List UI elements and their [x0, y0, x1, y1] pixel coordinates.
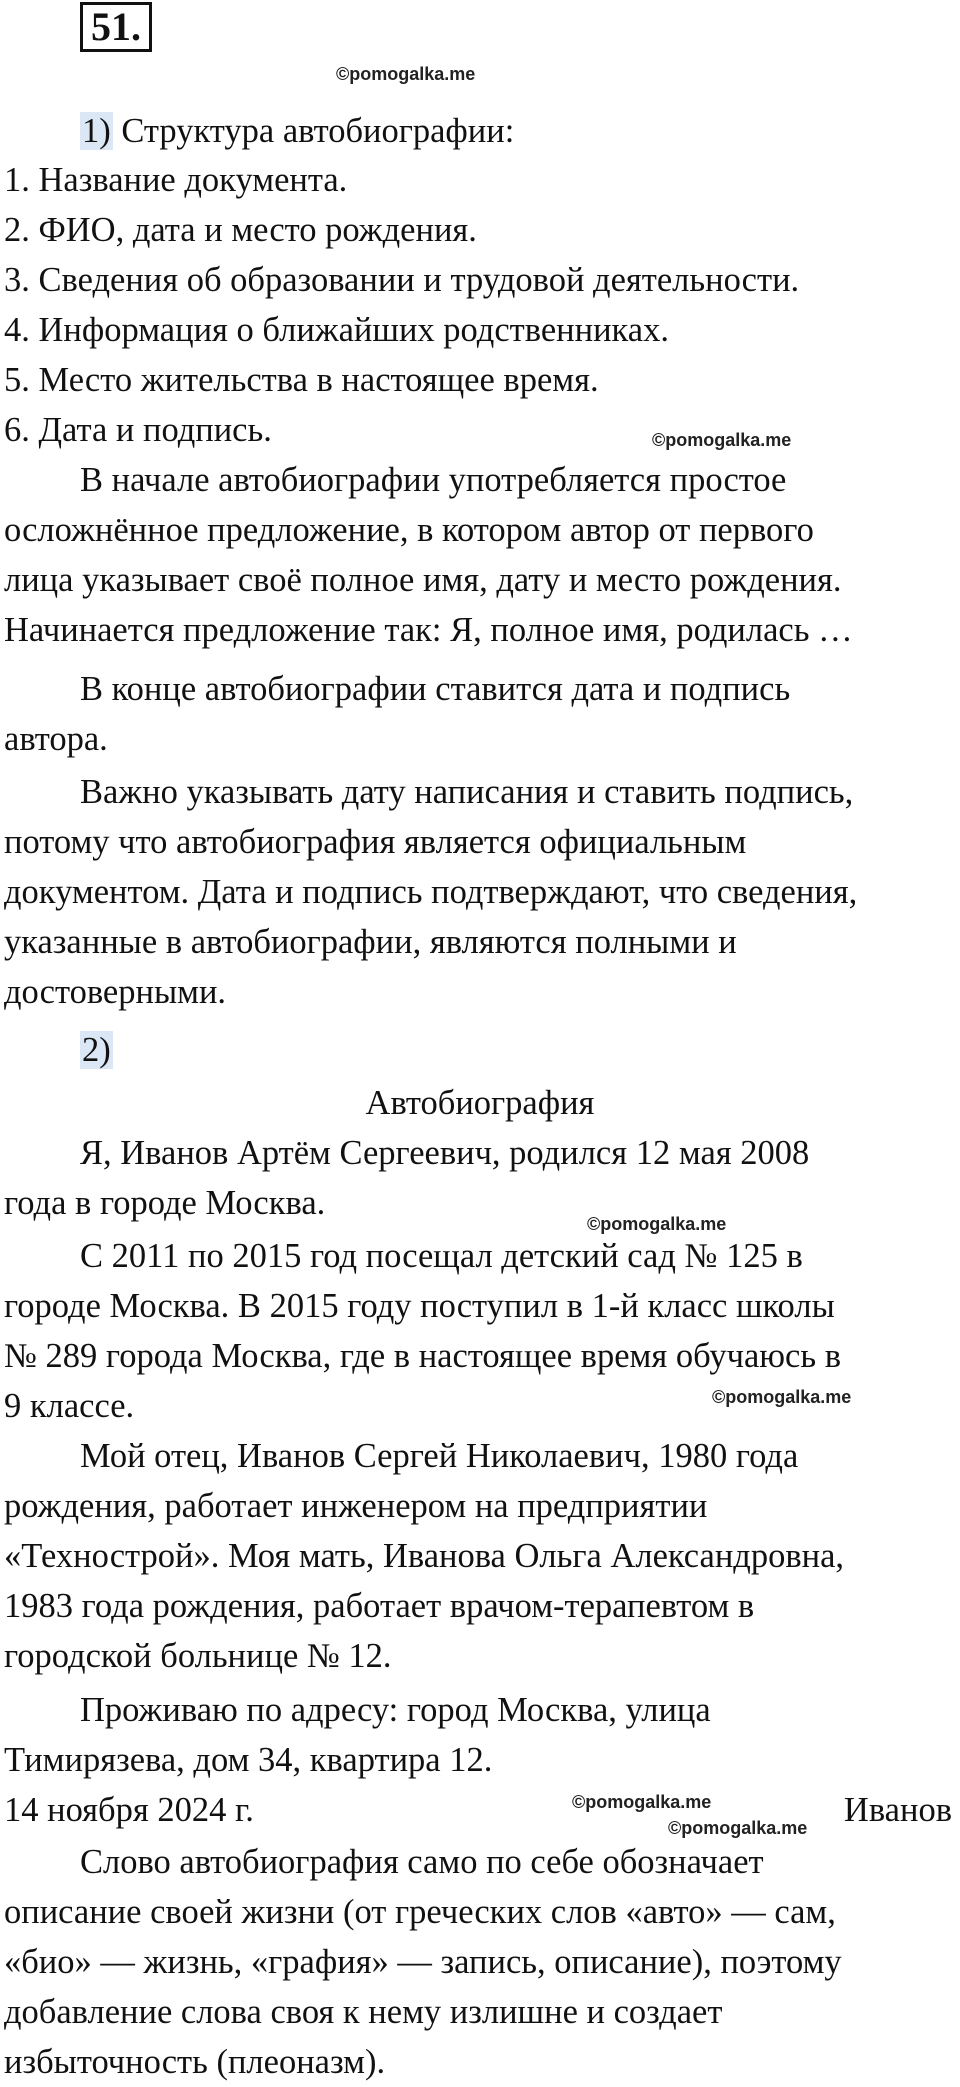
document-date: 14 ноября 2024 г.: [4, 1791, 254, 1829]
doc-title: Автобиография: [365, 1084, 595, 1122]
paragraph-line: 1983 года рождения, работает врачом-терапевтом в: [4, 1587, 755, 1625]
paragraph-line: автора.: [4, 720, 108, 758]
paragraph-line: «Технострой». Моя мать, Иванова Ольга Александровна,: [4, 1537, 845, 1575]
list-item: 3. Сведения об образовании и трудовой деятельности.: [4, 261, 800, 299]
watermark: ©pomogalka.me: [652, 430, 792, 450]
paragraph-line: № 289 города Москва, где в настоящее время обучаюсь в: [4, 1337, 841, 1375]
paragraph-line: «био» — жизнь, «графия» — запись, описание), поэтому: [4, 1943, 842, 1981]
paragraph-line: осложнённое предложение, в котором автор от первого: [4, 511, 814, 549]
watermark: ©pomogalka.me: [572, 1792, 712, 1812]
paragraph-line: лица указывает своё полное имя, дату и место рождения.: [4, 561, 842, 599]
paragraph-line: Начинается предложение так: Я, полное имя, родилась …: [4, 611, 853, 649]
part2-label: 2): [82, 1031, 111, 1069]
paragraph-line: Я, Иванов Артём Сергеевич, родился 12 мая 2008: [80, 1134, 810, 1172]
list-item: 4. Информация о ближайших родственниках.: [4, 311, 669, 349]
paragraph-line: избыточность (плеоназм).: [4, 2043, 386, 2081]
paragraph-line: В конце автобиографии ставится дата и подпись: [80, 670, 791, 708]
signature: Иванов: [843, 1791, 952, 1829]
paragraph-line: 9 классе.: [4, 1387, 135, 1425]
part1-title: Структура автобиографии:: [121, 112, 515, 150]
paragraph-line: В начале автобиографии употребляется простое: [80, 461, 787, 499]
paragraph-line: указанные в автобиографии, являются полными и: [4, 923, 737, 961]
paragraph-line: Слово автобиография само по себе обозначает: [80, 1843, 764, 1881]
paragraph-line: городе Москва. В 2015 году поступил в 1-й класс школы: [4, 1287, 835, 1325]
paragraph-line: городской больнице № 12.: [4, 1637, 392, 1675]
task-number-badge: 51.: [80, 2, 152, 52]
paragraph-line: достоверными.: [4, 973, 227, 1011]
watermark: ©pomogalka.me: [336, 64, 476, 84]
paragraph-line: потому что автобиография является официальным: [4, 823, 747, 861]
list-item: 1. Название документа.: [4, 161, 348, 199]
paragraph-line: Важно указывать дату написания и ставить подпись,: [80, 773, 854, 811]
paragraph-line: Тимирязева, дом 34, квартира 12.: [4, 1741, 493, 1779]
list-item: 6. Дата и подпись.: [4, 411, 272, 449]
paragraph-line: Проживаю по адресу: город Москва, улица: [80, 1691, 711, 1729]
watermark: ©pomogalka.me: [668, 1818, 808, 1838]
part1-heading: [80, 106, 514, 156]
list-item: 5. Место жительства в настоящее время.: [4, 361, 599, 399]
watermark: ©pomogalka.me: [712, 1387, 852, 1407]
watermark: ©pomogalka.me: [587, 1214, 727, 1234]
paragraph-line: года в городе Москва.: [4, 1184, 326, 1222]
part1-label: 1): [82, 112, 111, 150]
paragraph-line: добавление слова своя к нему излишне и создает: [4, 1993, 723, 2031]
paragraph-line: С 2011 по 2015 год посещал детский сад № 125 в: [80, 1237, 803, 1275]
paragraph-line: описание своей жизни (от греческих слов «авто» — сам,: [4, 1893, 836, 1931]
list-item: 2. ФИО, дата и место рождения.: [4, 211, 477, 249]
part2-heading: [80, 1025, 113, 1075]
paragraph-line: документом. Дата и подпись подтверждают, что сведения,: [4, 873, 858, 911]
paragraph-line: Мой отец, Иванов Сергей Николаевич, 1980 года: [80, 1437, 799, 1475]
paragraph-line: рождения, работает инженером на предприятии: [4, 1487, 708, 1525]
